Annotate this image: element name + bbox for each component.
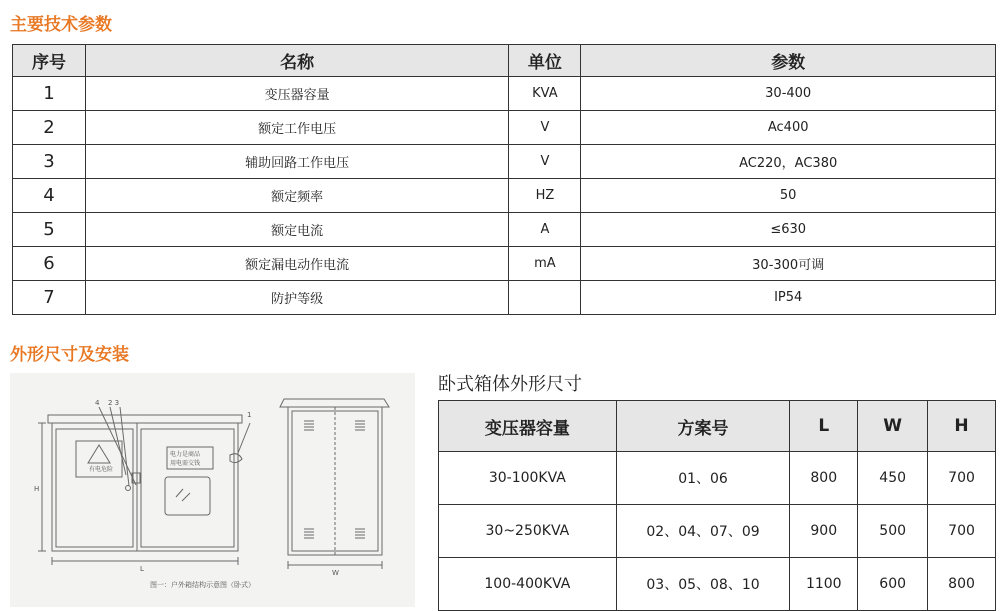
drawing-callout-23: 2 3 (108, 399, 120, 407)
cell-scheme: 02、04、07、09 (616, 505, 790, 558)
cell-h: 700 (928, 452, 996, 505)
cell-l: 900 (790, 505, 858, 558)
drawing-callout-1: 1 (247, 411, 252, 419)
cell-l: 1100 (790, 558, 858, 611)
cabinet-drawing (10, 373, 415, 607)
drawing-dim-h: H (34, 485, 40, 493)
dimension-table-caption: 卧式箱体外形尺寸 (438, 374, 582, 395)
header-scheme: 方案号 (616, 401, 790, 452)
cell-scheme: 03、05、08、10 (616, 558, 790, 611)
cell-name: 额定频率 (85, 179, 509, 213)
cell-value: Ac400 (581, 111, 996, 145)
drawing-dim-w: W (332, 569, 339, 577)
cell-unit: A (509, 213, 581, 247)
spec-table-header (13, 45, 996, 77)
header-value: 参数 (581, 45, 996, 77)
table-row (13, 247, 996, 281)
cell-no: 4 (13, 179, 86, 213)
cell-no: 6 (13, 247, 86, 281)
header-w: W (858, 401, 928, 452)
cell-capacity: 100-400KVA (439, 558, 617, 611)
cabinet-drawing-svg (10, 373, 415, 607)
cell-no: 5 (13, 213, 86, 247)
cell-no: 7 (13, 281, 86, 315)
cell-w: 500 (858, 505, 928, 558)
table-row (13, 145, 996, 179)
drawing-callout-4: 4 (95, 399, 100, 407)
table-row (439, 505, 996, 558)
header-unit: 单位 (509, 45, 581, 77)
cell-name: 额定漏电动作电流 (85, 247, 509, 281)
cell-name: 额定电流 (85, 213, 509, 247)
drawing-label-notice-1: 电力是商品 (170, 451, 201, 458)
cell-value: IP54 (581, 281, 996, 315)
cell-h: 700 (928, 505, 996, 558)
cell-unit: KVA (509, 77, 581, 111)
cell-value: 30-400 (581, 77, 996, 111)
header-l: L (790, 401, 858, 452)
header-name: 名称 (85, 45, 509, 77)
header-capacity: 变压器容量 (439, 401, 617, 452)
header-no: 序号 (13, 45, 86, 77)
section-title-specs: 主要技术参数 (10, 15, 112, 35)
table-row (13, 213, 996, 247)
cell-scheme: 01、06 (616, 452, 790, 505)
cell-h: 800 (928, 558, 996, 611)
table-row (13, 111, 996, 145)
cell-unit: mA (509, 247, 581, 281)
spec-table (12, 44, 996, 315)
table-row (439, 452, 996, 505)
table-row (13, 179, 996, 213)
drawing-label-danger: 有电危险 (89, 466, 114, 473)
cell-capacity: 30~250KVA (439, 505, 617, 558)
drawing-caption: 图一：户外箱结构示意图（卧式） (150, 581, 255, 589)
table-row (13, 281, 996, 315)
drawing-dim-l: L (140, 565, 144, 573)
section-title-dimensions: 外形尺寸及安装 (10, 345, 129, 365)
cell-l: 800 (790, 452, 858, 505)
cell-w: 450 (858, 452, 928, 505)
dimension-table-header (439, 401, 996, 452)
cell-no: 2 (13, 111, 86, 145)
table-row (439, 558, 996, 611)
cell-value: 30-300可调 (581, 247, 996, 281)
cell-unit (509, 281, 581, 315)
cell-name: 防护等级 (85, 281, 509, 315)
cell-capacity: 30-100KVA (439, 452, 617, 505)
cell-name: 辅助回路工作电压 (85, 145, 509, 179)
cell-name: 额定工作电压 (85, 111, 509, 145)
cell-name: 变压器容量 (85, 77, 509, 111)
cell-value: 50 (581, 179, 996, 213)
cell-unit: V (509, 145, 581, 179)
cell-value: ≤630 (581, 213, 996, 247)
drawing-label-notice-2: 用电需交钱 (170, 460, 201, 467)
cell-unit: HZ (509, 179, 581, 213)
header-h: H (928, 401, 996, 452)
cell-unit: V (509, 111, 581, 145)
cell-value: AC220，AC380 (581, 145, 996, 179)
cell-w: 600 (858, 558, 928, 611)
cell-no: 1 (13, 77, 86, 111)
dimension-table (438, 400, 996, 611)
cell-no: 3 (13, 145, 86, 179)
table-row (13, 77, 996, 111)
